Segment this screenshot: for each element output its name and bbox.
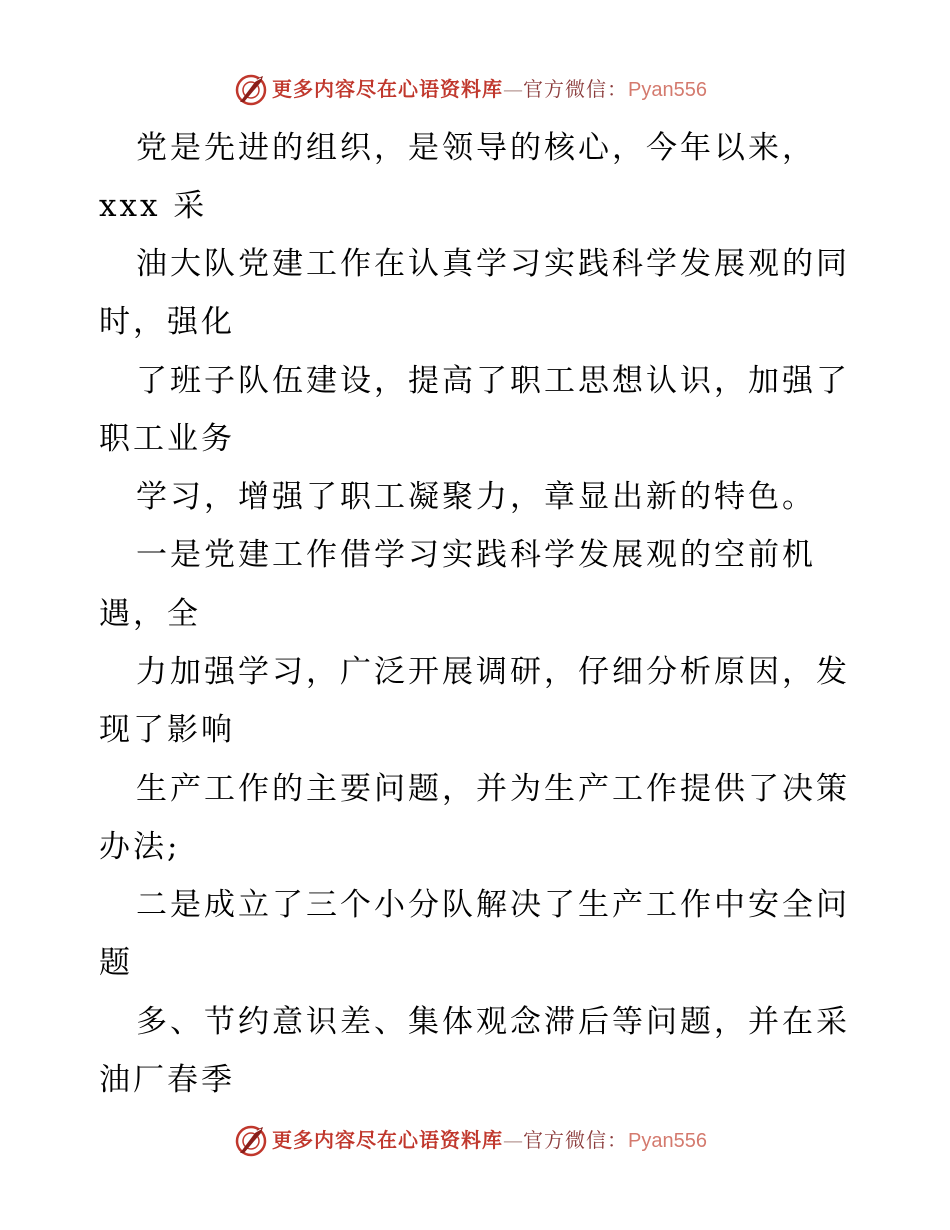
text-line: 多、节约意识差、集体观念滞后等问题，并在采 bbox=[136, 1004, 850, 1040]
text-line: 遇，全 bbox=[99, 596, 201, 632]
text-line: 办法; bbox=[99, 829, 181, 865]
text-line: 生产工作的主要问题，并为生产工作提供了决策 bbox=[136, 771, 850, 807]
text-line: 了班子队伍建设，提高了职工思想认识，加强了 bbox=[136, 363, 850, 399]
text-line: 一是党建工作借学习实践科学发展观的空前机 bbox=[136, 537, 816, 573]
text-line: 党是先进的组织，是领导的核心，今年以来， bbox=[136, 130, 816, 166]
header-wechat-id: Pyan556 bbox=[628, 79, 707, 101]
text-line: xxx 采 bbox=[99, 188, 208, 224]
quill-logo-icon bbox=[234, 1123, 268, 1157]
text-line: 二是成立了三个小分队解决了生产工作中安全问 bbox=[136, 887, 850, 923]
text-line: 油大队党建工作在认真学习实践科学发展观的同 bbox=[136, 246, 850, 282]
header-banner bbox=[0, 70, 950, 110]
header-library-name: 更多内容尽在心语资料库 bbox=[272, 77, 503, 101]
text-line: 职工业务 bbox=[99, 421, 235, 457]
header-dash: — bbox=[503, 77, 523, 101]
footer-wechat-label: 官方微信： bbox=[523, 1128, 628, 1152]
footer-dash: — bbox=[503, 1128, 523, 1152]
text-line: 力加强学习，广泛开展调研，仔细分析原因，发 bbox=[136, 654, 850, 690]
text-line: 油厂春季 bbox=[99, 1062, 235, 1098]
footer-wechat-id: Pyan556 bbox=[628, 1130, 707, 1152]
header-wechat-label: 官方微信： bbox=[523, 77, 628, 101]
text-line: 现了影响 bbox=[99, 712, 235, 748]
quill-logo-icon bbox=[234, 72, 268, 106]
footer-banner-text bbox=[272, 1127, 707, 1154]
text-line: 题 bbox=[99, 945, 133, 981]
footer-banner bbox=[0, 1121, 950, 1161]
header-banner-text bbox=[272, 76, 707, 103]
text-line: 时，强化 bbox=[99, 304, 235, 340]
footer-library-name: 更多内容尽在心语资料库 bbox=[272, 1128, 503, 1152]
text-line: 学习，增强了职工凝聚力，章显出新的特色。 bbox=[136, 479, 816, 515]
